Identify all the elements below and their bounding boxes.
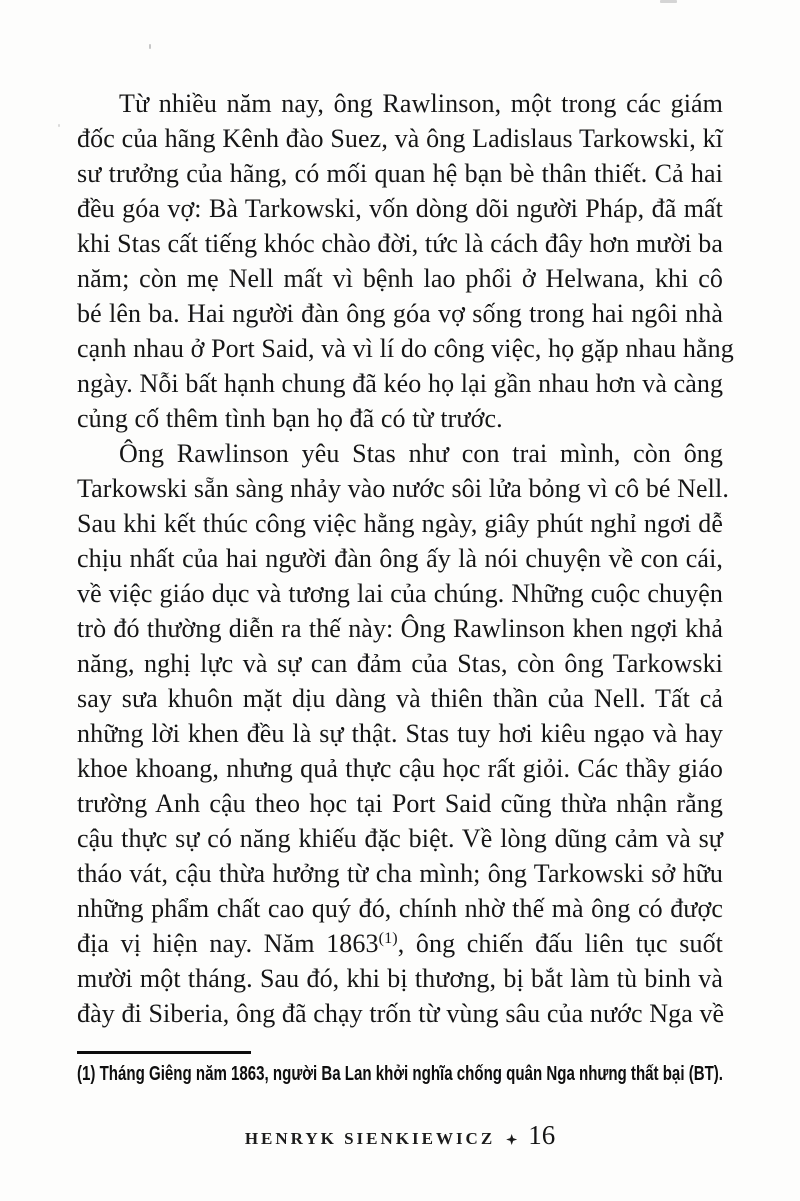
text-line: năm; còn mẹ Nell mất vì bệnh lao phổi ở Helwana, khi cô <box>77 264 723 293</box>
text-line: Ông Rawlinson yêu Stas như con trai mình, còn ông <box>119 439 723 468</box>
text-line: cậu thực sự có năng khiếu đặc biệt. Về lòng dũng cảm và sự <box>77 824 723 853</box>
text-line: khoe khoang, nhưng quả thực cậu học rất giỏi. Các thầy giáo <box>77 754 723 783</box>
text-line: bé lên ba. Hai người đàn ông góa vợ sống trong hai ngôi nhà <box>77 299 723 328</box>
footnote-divider-rule <box>77 1051 251 1054</box>
text-line: khi Stas cất tiếng khóc chào đời, tức là cách đây hơn mười ba <box>77 229 723 258</box>
footnote-text: (1) Tháng Giêng năm 1863, người Ba Lan khởi nghĩa chống quân Nga nhưng thất bại (BT). <box>77 1063 723 1085</box>
text-line: năng, nghị lực và sự can đảm của Stas, còn ông Tarkowski <box>77 649 723 678</box>
text-line: ngày. Nỗi bất hạnh chung đã kéo họ lại gần nhau hơn và càng <box>77 369 724 398</box>
text-segment: địa vị hiện nay. Năm 1863 <box>77 929 379 958</box>
text-line: tháo vát, cậu thừa hưởng từ cha mình; ông Tarkowski sở hữu <box>77 859 723 888</box>
text-line: sư trưởng của hãng, có mối quan hệ bạn bè thân thiết. Cả hai <box>77 159 723 188</box>
text-line: Tarkowski sẵn sàng nhảy vào nước sôi lửa bỏng vì cô bé Nell. <box>77 474 729 503</box>
body-text <box>77 86 734 1031</box>
text-line: trường Anh cậu theo học tại Port Said cũng thừa nhận rằng <box>77 789 723 818</box>
text-segment: , ông chiến đấu liên tục suốt <box>397 929 723 958</box>
text-line: đều góa vợ: Bà Tarkowski, vốn dòng dõi người Pháp, đã mất <box>77 194 723 223</box>
text-line: Từ nhiều năm nay, ông Rawlinson, một trong các giám <box>119 89 723 118</box>
page-number: 16 <box>528 1120 556 1150</box>
text-line: những phẩm chất cao quý đó, chính nhờ thế mà ông có được <box>77 894 723 923</box>
author-name: HENRYK SIENKIEWICZ <box>244 1129 496 1148</box>
footnote <box>77 1051 723 1086</box>
paragraph-2 <box>77 436 729 1031</box>
paragraph-1 <box>77 86 734 436</box>
page-footer <box>0 1120 800 1151</box>
text-line: say sưa khuôn mặt dịu dàng và thiên thần của Nell. Tất cả <box>77 684 723 713</box>
text-line: chịu nhất của hai người đàn ông ấy là nói chuyện về con cái, <box>77 544 723 573</box>
text-line: về việc giáo dục và tương lai của chúng. Những cuộc chuyện <box>77 579 723 608</box>
scan-artifact <box>660 0 677 3</box>
text-line: củng cố thêm tình bạn họ đã có từ trước. <box>77 404 503 433</box>
text-line: cạnh nhau ở Port Said, và vì lí do công việc, họ gặp nhau hằng <box>77 334 734 363</box>
text-line: trò đó thường diễn ra thế này: Ông Rawlinson khen ngợi khả <box>77 614 723 643</box>
star-separator-icon <box>506 1134 517 1145</box>
text-line: đốc của hãng Kênh đào Suez, và ông Ladislaus Tarkowski, kĩ <box>77 124 723 153</box>
text-line: những lời khen đều là sự thật. Stas tuy hơi kiêu ngạo và hay <box>77 719 723 748</box>
footnote-reference: (1) <box>378 930 398 947</box>
scan-artifact <box>58 124 60 127</box>
text-line: Sau khi kết thúc công việc hằng ngày, giây phút nghỉ ngơi dễ <box>77 509 723 538</box>
text-line: đày đi Siberia, ông đã chạy trốn từ vùng sâu của nước Nga về <box>77 999 725 1028</box>
text-line: mười một tháng. Sau đó, khi bị thương, bị bắt làm tù binh và <box>77 964 723 993</box>
text-line-with-footnote-ref <box>77 926 723 961</box>
scan-artifact <box>149 44 151 49</box>
